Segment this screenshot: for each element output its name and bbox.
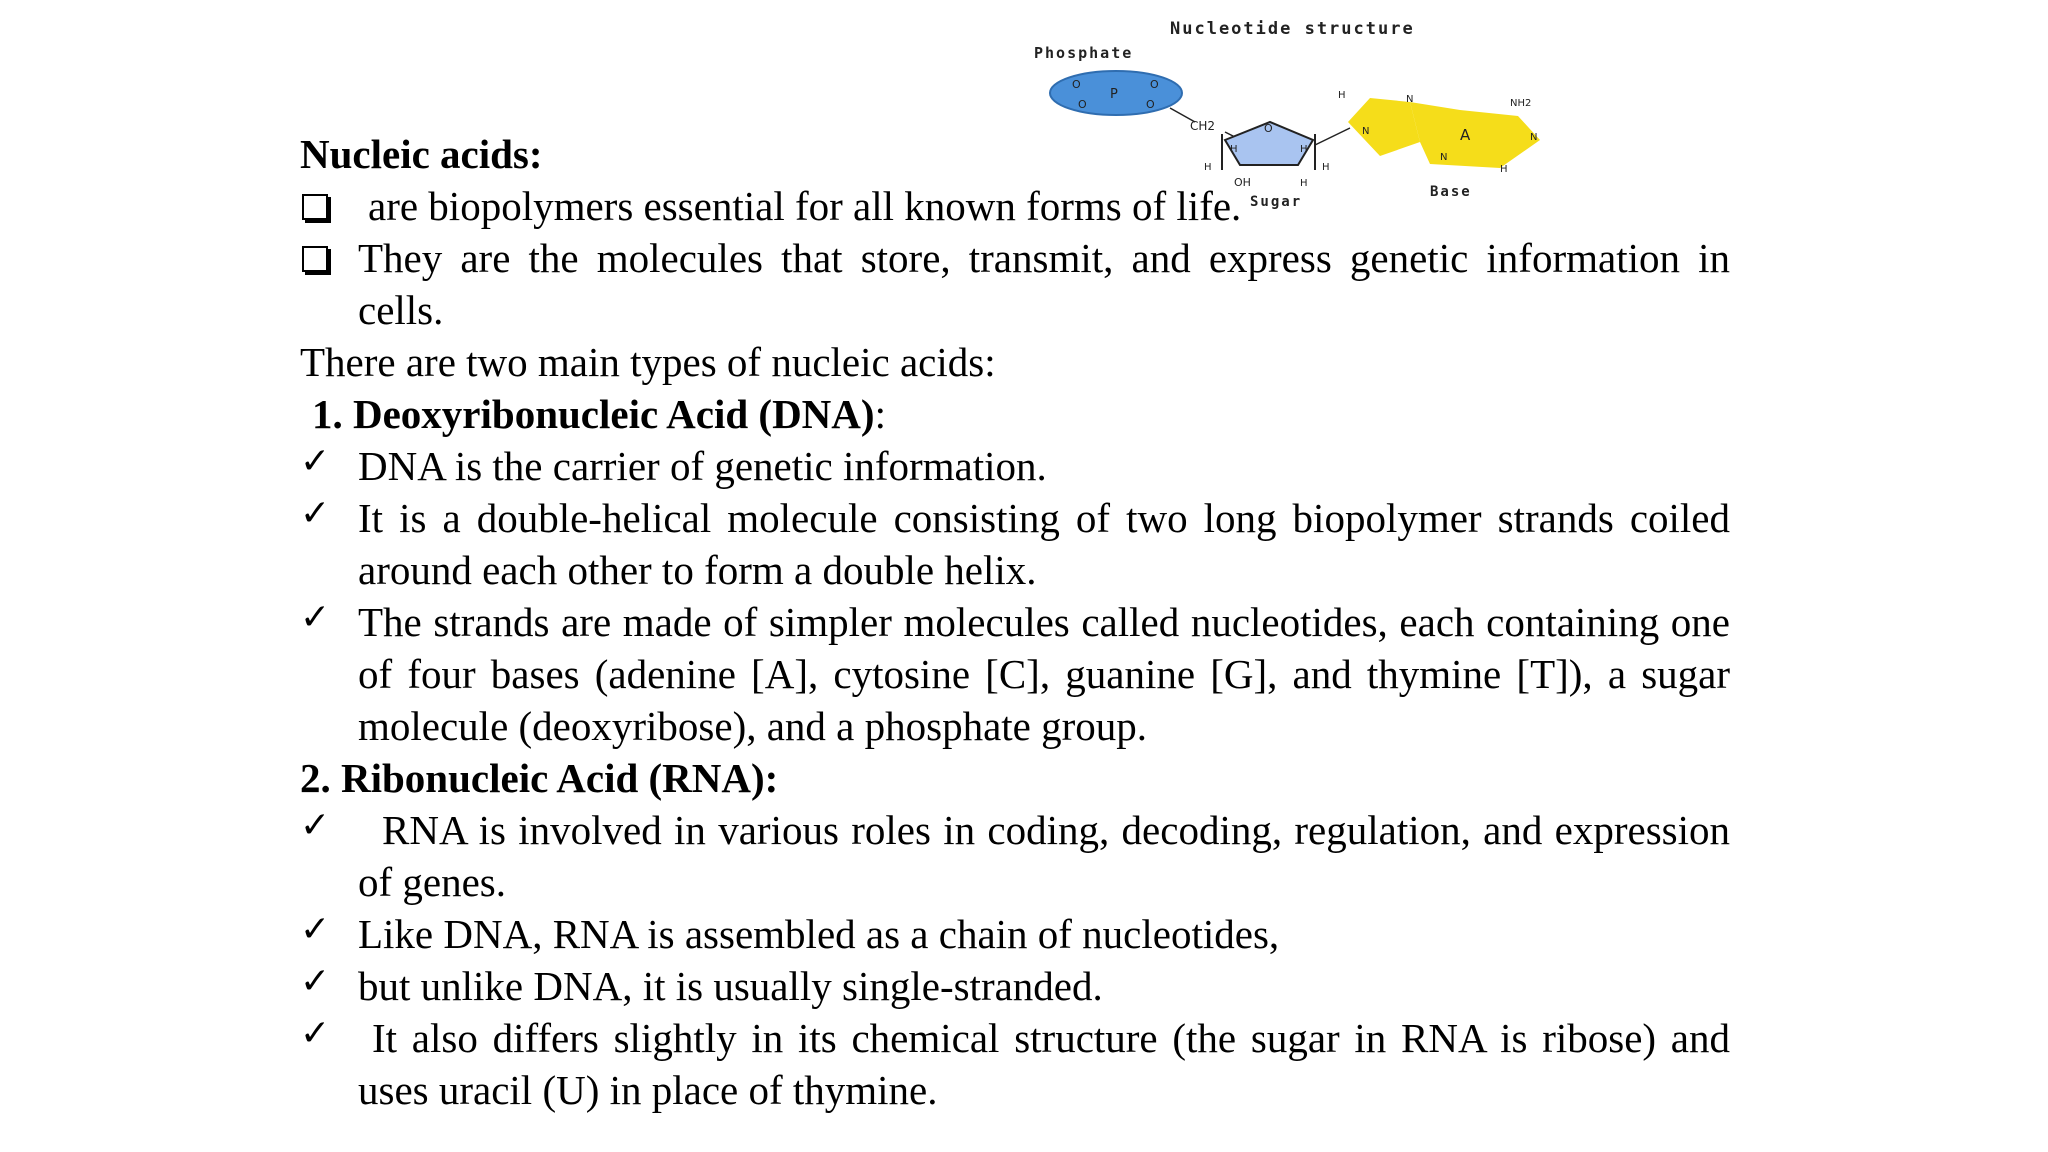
sugar-atom-h3: H [1300, 144, 1308, 155]
checkmark-icon: ✓ [300, 909, 331, 950]
base-atom-nh2: NH2 [1510, 98, 1532, 109]
dna-item-text: DNA is the carrier of genetic information. [358, 443, 1047, 489]
page-heading: Nucleic acids: [300, 131, 543, 177]
dna-heading-colon: : [874, 391, 886, 437]
intro-item-text: They are the molecules that store, transmit, and express genetic information in cells. [358, 235, 1730, 333]
rna-item-text: but unlike DNA, it is usually single-stranded. [358, 963, 1103, 1009]
sugar-atom-h1: H [1230, 144, 1238, 155]
base-atom-n2: N [1362, 126, 1370, 137]
rna-item-text: RNA is involved in various roles in coding, decoding, regulation, and expression of genes. [358, 807, 1730, 905]
types-line: There are two main types of nucleic acids: [300, 339, 996, 385]
rna-item-text: Like DNA, RNA is assembled as a chain of nucleotides, [358, 911, 1280, 957]
base-atom-a: A [1460, 126, 1471, 144]
base-atom-n3: N [1530, 132, 1538, 143]
phosphate-atom-o3: O [1078, 98, 1087, 111]
diagram-title: Nucleotide structure [1170, 19, 1415, 39]
dna-heading [312, 388, 1742, 440]
dna-item-2 [300, 492, 1730, 596]
checkbox-square-icon [300, 180, 340, 232]
phosphate-atom-p: P [1110, 87, 1118, 102]
phosphate-atom-o4: O [1146, 98, 1155, 111]
intro-item-1 [300, 180, 1730, 232]
dna-item-text: It is a double-helical molecule consisting of two long biopolymer strands coiled around each other to form a double helix. [358, 495, 1730, 593]
sugar-label: Sugar [1250, 194, 1303, 210]
base-atom-n4: N [1440, 152, 1448, 163]
intro-item-text: are biopolymers essential for all known forms of life. [368, 183, 1242, 229]
rna-heading: 2. Ribonucleic Acid (RNA): [300, 755, 779, 801]
checkmark-icon: ✓ [300, 597, 331, 638]
rna-item-3 [300, 960, 1730, 1012]
dna-item-text: The strands are made of simpler molecules called nucleotides, each containing one of four bases (adenine [A], cytosine [C], guanine [G], and thymine [T]), a sugar molecule (deoxyribose), and a phosphate group. [358, 599, 1730, 749]
checkmark-icon: ✓ [300, 961, 331, 1002]
sugar-atom-o: O [1264, 122, 1273, 135]
sugar-atom-h2: H [1204, 162, 1212, 173]
base-label: Base [1430, 184, 1472, 200]
dna-heading-text: 1. Deoxyribonucleic Acid (DNA) [312, 391, 875, 437]
phosphate-atom-o1: O [1072, 78, 1081, 91]
rna-item-4 [300, 1012, 1730, 1116]
sugar-atom-oh: OH [1234, 176, 1251, 189]
checkmark-icon: ✓ [300, 493, 331, 534]
phosphate-label: Phosphate [1034, 44, 1134, 62]
base-atom-h1: H [1338, 90, 1346, 101]
rna-item-2 [300, 908, 1730, 960]
phosphate-atom-o2: O [1150, 78, 1159, 91]
rna-item-1 [300, 804, 1730, 908]
sugar-atom-h5: H [1300, 178, 1308, 189]
intro-item-2 [300, 232, 1730, 336]
sugar-atom-h4: H [1322, 162, 1330, 173]
checkmark-icon: ✓ [300, 805, 331, 846]
checkbox-square-icon [300, 232, 340, 284]
base-atom-h2: H [1500, 164, 1508, 175]
base-atom-n1: N [1406, 94, 1414, 105]
dna-item-3 [300, 596, 1730, 752]
checkmark-icon: ✓ [300, 441, 331, 482]
ch2-label: CH2 [1190, 119, 1216, 133]
dna-item-1 [300, 440, 1730, 492]
checkmark-icon: ✓ [300, 1013, 331, 1054]
rna-item-text: It also differs slightly in its chemical structure (the sugar in RNA is ribose) and uses uracil (U) in place of thymine. [358, 1015, 1730, 1113]
